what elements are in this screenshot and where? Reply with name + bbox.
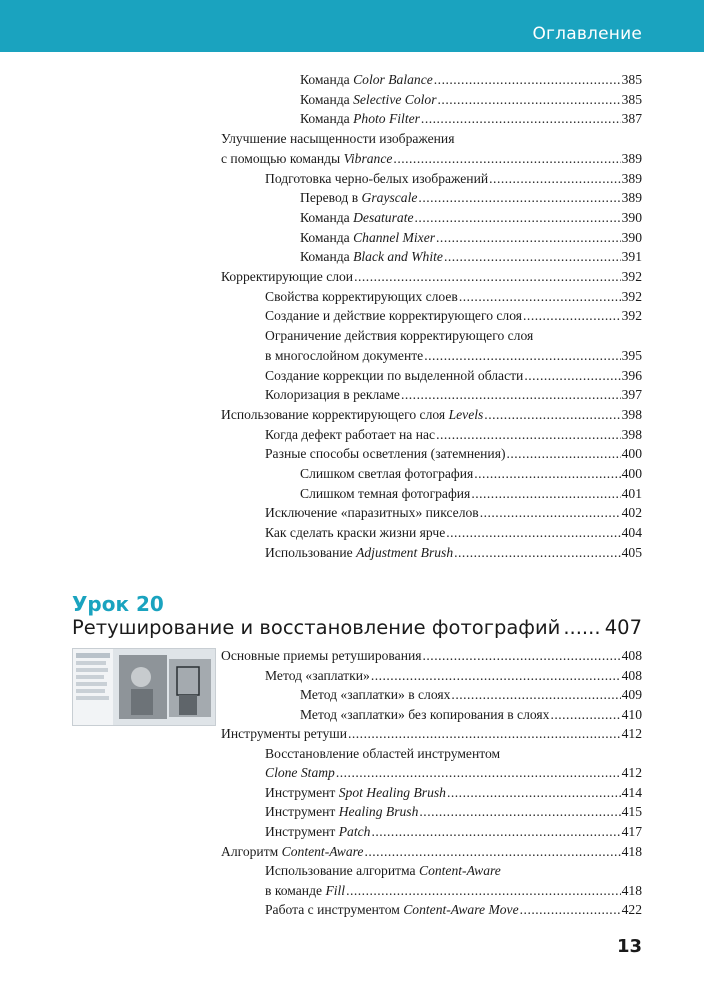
- toc-entry-italic-term: Black and White: [353, 249, 443, 265]
- leader-dots: [401, 385, 621, 404]
- toc-entry-page: 415: [621, 804, 642, 820]
- leader-dots: [348, 724, 621, 743]
- leader-dots: [423, 646, 621, 665]
- leader-dots: [364, 842, 620, 861]
- leader-dots: [418, 188, 620, 207]
- toc-entry[interactable]: [265, 366, 642, 385]
- toc-entry[interactable]: [300, 685, 642, 704]
- header-title: Оглавление: [532, 24, 642, 44]
- toc-entry-text: Улучшение насыщенности изображения: [221, 131, 455, 147]
- toc-entry-title: [265, 783, 446, 802]
- toc-entry-title: [300, 109, 420, 128]
- toc-entry-italic-term: Levels: [448, 406, 484, 422]
- leader-dots: [354, 267, 621, 286]
- toc-entry-text: Свойства корректирующих слоев: [265, 288, 458, 304]
- toc-entry-page: 392: [621, 269, 642, 284]
- toc-entry-italic-term: Grayscale: [361, 190, 418, 206]
- toc-entry-page: 417: [621, 823, 642, 839]
- toc-entry-title: [265, 861, 501, 880]
- toc-entry[interactable]: [265, 385, 642, 404]
- toc-entry[interactable]: [300, 90, 642, 109]
- toc-entry[interactable]: [221, 405, 642, 424]
- toc-entry-text: Ограничение действия корректирующего слоя: [265, 328, 534, 344]
- toc-entry-text: Инструмент: [265, 823, 339, 839]
- toc-entry-page: 418: [621, 843, 642, 859]
- toc-entry-page: 410: [621, 706, 642, 722]
- leader-dots: [474, 464, 620, 483]
- leader-dots: [484, 405, 620, 424]
- toc-entry-text: Создание и действие корректирующего слоя: [265, 308, 523, 324]
- toc-entry-page: 390: [621, 209, 642, 225]
- toc-entry-text: Метод «заплатки» в слоях: [300, 687, 451, 703]
- toc-entry-text: Использование: [265, 544, 357, 560]
- leader-dots: [371, 822, 620, 841]
- toc-entry-italic-term: Vibrance: [343, 150, 393, 166]
- toc-entry-title: [300, 228, 435, 247]
- toc-entry-text: Корректирующие слои: [221, 269, 354, 284]
- toc-entry-title: [221, 129, 454, 148]
- toc-entry-page: 389: [621, 190, 642, 206]
- toc-entry-text: Команда: [300, 72, 354, 87]
- toc-entry-text: Слишком темная фотография: [300, 485, 471, 501]
- toc-entry-text: Основные приемы ретуширования: [221, 648, 422, 663]
- toc-entry-italic-term: Adjustment Brush: [356, 544, 454, 560]
- toc-entry-title: [265, 444, 505, 463]
- toc-entry-italic-term: Photo Filter: [353, 111, 420, 127]
- leader-dots: [444, 247, 621, 266]
- toc-entry-page: 401: [621, 485, 642, 501]
- toc-entry-title: [265, 306, 522, 325]
- toc-entry-page: 392: [621, 288, 642, 304]
- toc-entry-text: Алгоритм: [221, 843, 282, 859]
- page-number: 13: [616, 936, 642, 957]
- toc-entry-title: [265, 326, 533, 345]
- toc-entry-page: 389: [621, 170, 642, 186]
- leader-dots: [371, 666, 621, 685]
- toc-entry-title: [265, 744, 500, 763]
- toc-entry[interactable]: [265, 822, 642, 841]
- lesson-title-row[interactable]: [72, 616, 642, 639]
- toc-entry[interactable]: [265, 744, 642, 763]
- leader-dots: [471, 484, 620, 503]
- toc-entry-text: в команде: [265, 882, 326, 898]
- toc-entry-text: Метод «заплатки»: [265, 667, 370, 683]
- toc-entry[interactable]: [221, 129, 642, 148]
- toc-entry[interactable]: [265, 543, 642, 562]
- toc-entry-text: Перевод в: [300, 190, 362, 206]
- toc-entry-page: 402: [621, 505, 642, 521]
- toc-entry-italic-term: Selective Color: [353, 91, 437, 107]
- toc-entry-title: [221, 724, 347, 743]
- toc-entry[interactable]: [265, 306, 642, 325]
- toc-entry-title: [221, 267, 353, 286]
- toc-entry[interactable]: [300, 705, 642, 724]
- toc-entry-page: 409: [621, 687, 642, 703]
- lesson-number: Урок 20: [72, 592, 164, 616]
- toc-entry-text: Инструмент: [265, 784, 339, 800]
- toc-entry-text: Работа с инструментом: [265, 902, 404, 918]
- leader-dots: [489, 169, 620, 188]
- toc-entry-text: Как сделать краски жизни ярче: [265, 525, 446, 541]
- toc-entry[interactable]: [265, 802, 642, 821]
- leader-dots: [506, 444, 620, 463]
- leader-dots: [438, 90, 621, 109]
- toc-entry-page: 397: [621, 387, 642, 403]
- toc-entry-page: 387: [621, 111, 642, 127]
- lesson-title: Ретуширование и восстановление фотографий: [72, 616, 561, 639]
- toc-entry-page: 408: [621, 667, 642, 683]
- toc-entry[interactable]: [300, 70, 642, 89]
- toc-entry-title: [265, 881, 345, 900]
- toc-entry-text: Команда: [300, 229, 354, 245]
- toc-entry-text: с помощью команды: [221, 150, 344, 166]
- toc-entry[interactable]: [300, 228, 642, 247]
- leader-dots: [480, 503, 621, 522]
- toc-entry[interactable]: [300, 188, 642, 207]
- toc-entry-italic-term: Content-Aware Move: [403, 902, 519, 918]
- leader-dots: [454, 543, 620, 562]
- toc-entry-text: Команда: [300, 249, 354, 265]
- toc-entry-text: Слишком светлая фотография: [300, 466, 474, 481]
- toc-entry[interactable]: [265, 425, 642, 444]
- toc-entry-italic-term: Color Balance: [353, 72, 433, 87]
- toc-entry[interactable]: [300, 484, 642, 503]
- toc-entry[interactable]: [221, 267, 642, 286]
- toc-entry-title: [300, 90, 437, 109]
- leader-dots: [520, 900, 621, 919]
- leader-dots: [524, 366, 620, 385]
- toc-entry-text: Колоризация в рекламе: [265, 387, 400, 403]
- toc-entry-text: Создание коррекции по выделенной области: [265, 367, 524, 383]
- toc-entry-page: 390: [621, 229, 642, 245]
- toc-entry-title: [265, 523, 445, 542]
- toc-entry-italic-term: Healing Brush: [338, 804, 419, 820]
- toc-entry-italic-term: Content-Aware: [281, 843, 364, 859]
- toc-entry-text: Подготовка черно-белых изображений: [265, 170, 489, 186]
- toc-entry-title: [265, 366, 523, 385]
- leader-dots: [563, 616, 601, 639]
- toc-entry-title: [300, 484, 470, 503]
- lesson-thumbnail-image: [72, 648, 216, 726]
- toc-entry-page: 398: [621, 426, 642, 442]
- toc-entry-page: 385: [621, 91, 642, 107]
- toc-entry-title: [265, 287, 458, 306]
- toc-entry-title: [265, 169, 488, 188]
- page-header-bar: [0, 0, 704, 52]
- toc-entry-title: [265, 346, 423, 365]
- leader-dots: [346, 881, 621, 900]
- leader-dots: [523, 306, 621, 325]
- toc-entry-title: [221, 405, 483, 424]
- toc-entry-page: 398: [621, 406, 642, 422]
- toc-entry-title: [265, 900, 519, 919]
- screenshot-thumbnail-icon: [73, 649, 215, 725]
- toc-entry-text: Инструмент: [265, 804, 339, 820]
- toc-entry[interactable]: [265, 881, 642, 900]
- toc-entry[interactable]: [265, 900, 642, 919]
- toc-entry[interactable]: [265, 444, 642, 463]
- toc-entry-title: [265, 385, 400, 404]
- toc-entry-title: [265, 802, 418, 821]
- toc-entry-title: [265, 822, 370, 841]
- leader-dots: [436, 425, 621, 444]
- toc-entry-title: [265, 503, 479, 522]
- toc-entry-page: 400: [621, 446, 642, 462]
- leader-dots: [550, 705, 620, 724]
- toc-entry[interactable]: [221, 646, 642, 665]
- toc-entry-italic-term: Content-Aware: [419, 863, 501, 879]
- toc-entry[interactable]: [221, 149, 642, 168]
- toc-entry[interactable]: [265, 666, 642, 685]
- toc-entry-page: 396: [621, 367, 642, 383]
- toc-entry-page: 392: [621, 308, 642, 324]
- leader-dots: [447, 783, 621, 802]
- toc-entry[interactable]: [221, 842, 642, 861]
- toc-entry-page: 391: [621, 249, 642, 265]
- leader-dots: [421, 109, 621, 128]
- toc-entry-text: Использование алгоритма: [265, 863, 419, 879]
- toc-entry-page: 414: [621, 784, 642, 800]
- toc-entry-italic-term: Desaturate: [353, 209, 414, 225]
- toc-entry[interactable]: [300, 247, 642, 266]
- leader-dots: [434, 70, 621, 89]
- toc-entry-title: [300, 70, 433, 89]
- toc-entry-page: 400: [621, 466, 642, 481]
- toc-entry[interactable]: [265, 346, 642, 365]
- toc-entry-text: Инструменты ретуши: [221, 726, 347, 742]
- leader-dots: [451, 685, 620, 704]
- leader-dots: [424, 346, 620, 365]
- toc-entry-page: 385: [621, 72, 642, 87]
- leader-dots: [446, 523, 620, 542]
- toc-entry-page: 405: [621, 544, 642, 560]
- toc-entry-title: [221, 646, 422, 665]
- toc-entry-italic-term: Spot Healing Brush: [338, 784, 446, 800]
- leader-dots: [419, 802, 620, 821]
- toc-entry-italic-term: Channel Mixer: [353, 229, 436, 245]
- toc-entry-text: Восстановление областей инструментом: [265, 745, 501, 761]
- toc-entry-text: в многослойном документе: [265, 347, 424, 363]
- toc-entry[interactable]: [265, 861, 642, 880]
- toc-entry-title: [221, 842, 363, 861]
- toc-entry[interactable]: [265, 169, 642, 188]
- leader-dots: [459, 287, 621, 306]
- leader-dots: [336, 763, 621, 782]
- toc-entry-title: [300, 705, 549, 724]
- toc-entry-text: Использование корректирующего слоя: [221, 406, 449, 422]
- toc-entry-italic-term: Fill: [325, 882, 346, 898]
- toc-entry-page: 412: [621, 726, 642, 742]
- toc-entry-italic-term: Patch: [338, 823, 371, 839]
- toc-entry-page: 389: [621, 150, 642, 166]
- toc-entry[interactable]: [265, 503, 642, 522]
- leader-dots: [436, 228, 621, 247]
- toc-entry-title: [265, 666, 370, 685]
- toc-entry-title: [300, 208, 414, 227]
- toc-entry-italic-term: Clone Stamp: [265, 765, 335, 781]
- toc-entry[interactable]: [221, 724, 642, 743]
- toc-entry-text: Метод «заплатки» без копирования в слоях: [300, 706, 550, 722]
- toc-entry-title: [300, 464, 473, 483]
- toc-entry-text: Исключение «паразитных» пикселов: [265, 505, 479, 521]
- toc-entry[interactable]: [265, 326, 642, 345]
- toc-entry-title: [265, 425, 435, 444]
- leader-dots: [415, 208, 621, 227]
- toc-entry-title: [300, 685, 450, 704]
- toc-entry-page: 418: [621, 882, 642, 898]
- toc-entry[interactable]: [265, 763, 642, 782]
- toc-entry[interactable]: [300, 464, 642, 483]
- leader-dots: [393, 149, 620, 168]
- lesson-page: 407: [604, 616, 642, 639]
- toc-entry-page: 412: [621, 765, 642, 781]
- toc-entry-page: 422: [621, 902, 642, 918]
- toc-entry[interactable]: [300, 109, 642, 128]
- toc-entry-title: [300, 188, 417, 207]
- toc-entry-title: [221, 149, 392, 168]
- toc-entry-title: [265, 543, 453, 562]
- toc-entry-title: [300, 247, 443, 266]
- toc-entry-text: Когда дефект работает на нас: [265, 426, 436, 442]
- toc-entry[interactable]: [265, 783, 642, 802]
- toc-entry[interactable]: [265, 287, 642, 306]
- toc-entry-page: 404: [621, 525, 642, 541]
- toc-entry-text: Команда: [300, 209, 354, 225]
- toc-entry-page: 408: [621, 648, 642, 663]
- toc-entry-text: Команда: [300, 91, 354, 107]
- toc-entry[interactable]: [265, 523, 642, 542]
- toc-entry-text: Команда: [300, 111, 354, 127]
- toc-entry-page: 395: [621, 347, 642, 363]
- toc-entry-text: Разные способы осветления (затемнения): [265, 446, 506, 462]
- toc-entry-title: [265, 763, 335, 782]
- toc-entry[interactable]: [300, 208, 642, 227]
